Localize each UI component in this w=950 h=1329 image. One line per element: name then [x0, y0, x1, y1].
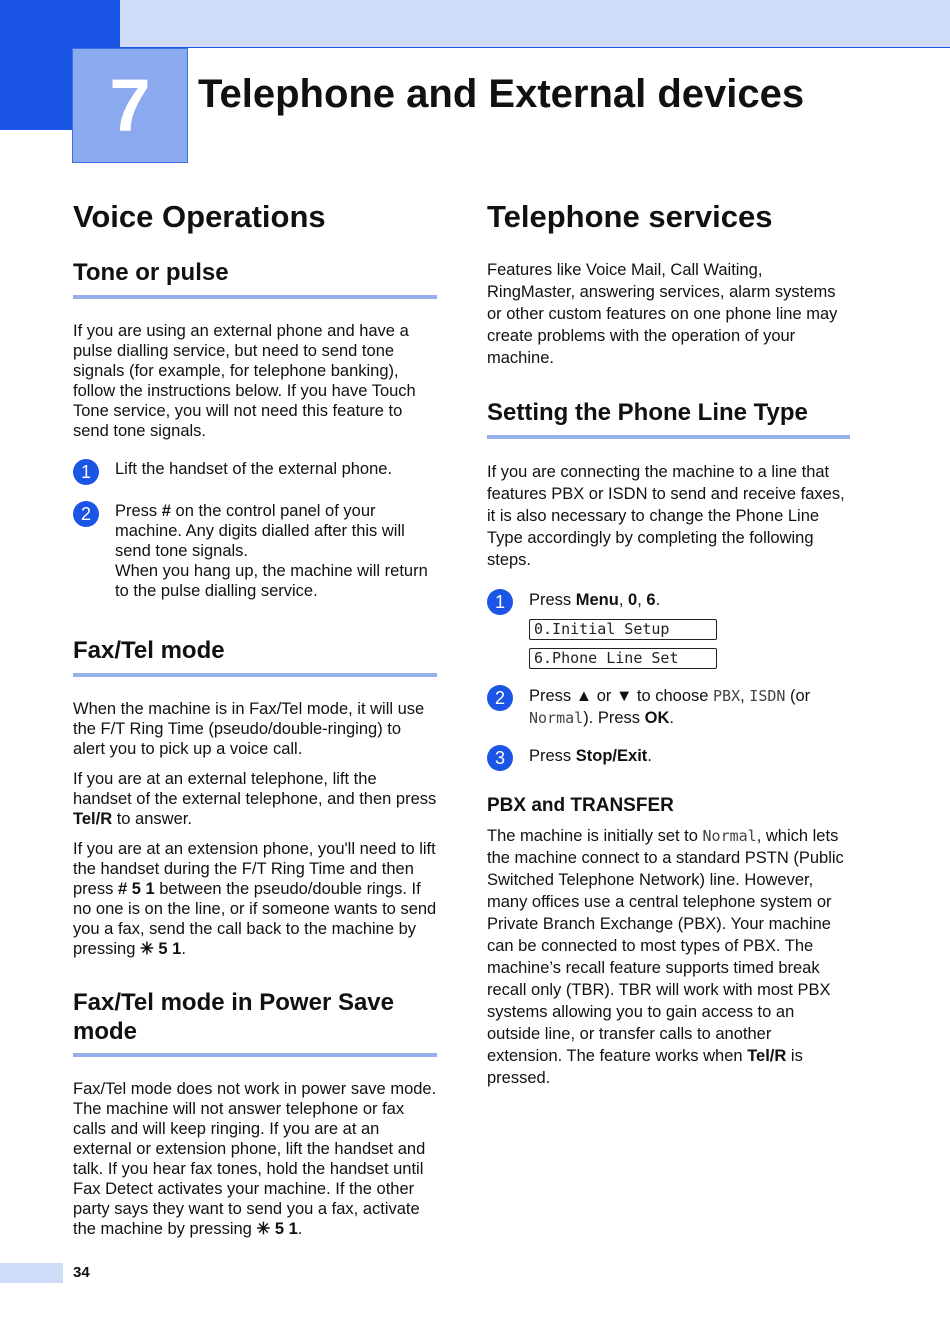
step-text: Press Menu, 0, 6.	[529, 590, 661, 609]
fax-tel-mode-heading: Fax/Tel mode	[73, 637, 437, 677]
tone-step-1	[73, 459, 437, 485]
hash-51-key: # 5 1	[117, 879, 155, 898]
fax-tel-para-1: When the machine is in Fax/Tel mode, it will use the F/T Ring Time (pseudo/double-ringing) to alert you to pick up a voice call.	[73, 699, 425, 758]
down-arrow-icon: ▼	[615, 686, 633, 705]
step-number-badge: 3	[487, 745, 513, 771]
chapter-title: Telephone and External devices	[198, 72, 805, 116]
tel-r-key: Tel/R	[73, 809, 113, 828]
footer-bar	[0, 1263, 63, 1283]
stop-exit-key: Stop/Exit	[575, 746, 648, 765]
header-band-light	[120, 0, 950, 48]
menu-key: Menu	[575, 590, 619, 609]
step-note: When you hang up, the machine will return to the pulse dialling service.	[115, 561, 428, 600]
step-text: Press # on the control panel of your machine. Any digits dialled after this will send tone signals.	[115, 501, 405, 560]
ok-key: OK	[644, 708, 670, 727]
step-number-badge: 2	[487, 685, 513, 711]
power-save-heading: Fax/Tel mode in Power Save mode	[73, 989, 437, 1058]
page-number: 34	[73, 1264, 90, 1281]
power-save-para: Fax/Tel mode does not work in power save mode. The machine will not answer telephone or fax calls and will keep ringing. If you are at an external or extension phone, lift the handset and talk. If you hear fax tones, hold the handset until Fax Detect activates your machine. If the other party says they want to send you a fax, activate the machine by pressing ✳ 5 1.	[73, 1080, 437, 1239]
tone-step-2	[73, 501, 437, 601]
step-text: Press ▲ or ▼ to choose PBX, ISDN (or Normal). Press OK.	[529, 686, 811, 727]
hash-key: #	[161, 501, 171, 520]
fax-tel-para-3: If you are at an extension phone, you'll need to lift the handset during the F/T Ring Time and then press # 5 1 between the pseudo/double rings. If no one is on the line, or if someone wants to send you a fax, send the call back to the machine by pressing ✳ 5 1.	[73, 839, 437, 958]
up-arrow-icon: ▲	[575, 686, 593, 705]
pbx-transfer-para: The machine is initially set to Normal, which lets the machine connect to a standard PSTN (Public Switched Telephone Network) line. However, many offices use a central telephone system or Private Branch Exchange (PBX). Your machine can be connected to most types of PBX. The machine’s recall feature supports timed break recall only (TBR). TBR will work with most PBX systems allowing you to gain access to an outside line, or transfer calls to another extension. The feature works when Tel/R is pressed.	[487, 826, 844, 1087]
voice-operations-heading: Voice Operations	[73, 199, 326, 234]
star-icon: ✳	[139, 939, 154, 958]
line-type-step-1	[487, 589, 850, 669]
star-icon: ✳	[256, 1220, 271, 1239]
fax-tel-para-2: If you are at an external telephone, lift the handset of the external telephone, and then press Tel/R to answer.	[73, 769, 437, 828]
left-column	[73, 198, 437, 1249]
tel-r-key: Tel/R	[747, 1046, 787, 1065]
chapter-number: 7	[109, 64, 151, 147]
telephone-services-para: Features like Voice Mail, Call Waiting, RingMaster, answering services, alarm systems or other custom features on one phone line may create problems with the operation of your machine.	[487, 261, 838, 368]
step-text: Lift the handset of the external phone.	[115, 459, 393, 478]
step-number-badge: 1	[73, 459, 99, 485]
line-type-step-2	[487, 685, 850, 729]
right-column	[487, 198, 850, 1099]
phone-line-type-intro: If you are connecting the machine to a line that features PBX or ISDN to send and receive faxes, it is also necessary to change the Phone Line Type accordingly by completing the following steps.	[487, 462, 845, 569]
step-number-badge: 1	[487, 589, 513, 615]
pbx-transfer-heading: PBX and TRANSFER	[487, 794, 674, 816]
phone-line-type-heading: Setting the Phone Line Type	[487, 399, 850, 439]
chapter-number-box	[72, 48, 188, 163]
line-type-step-3	[487, 745, 850, 771]
telephone-services-heading: Telephone services	[487, 199, 773, 234]
step-number-badge: 2	[73, 501, 99, 527]
step-text: Press Stop/Exit.	[529, 746, 652, 765]
lcd-display-line-2: 6.Phone Line Set	[529, 648, 717, 669]
tone-pulse-heading: Tone or pulse	[73, 259, 437, 299]
lcd-display-line-1: 0.Initial Setup	[529, 619, 717, 640]
tone-pulse-intro: If you are using an external phone and have a pulse dialling service, but need to send tone signals (for example, for telephone banking), follow the instructions below. If you have Touch Tone service, you will not need this feature to send tone signals.	[73, 321, 416, 440]
